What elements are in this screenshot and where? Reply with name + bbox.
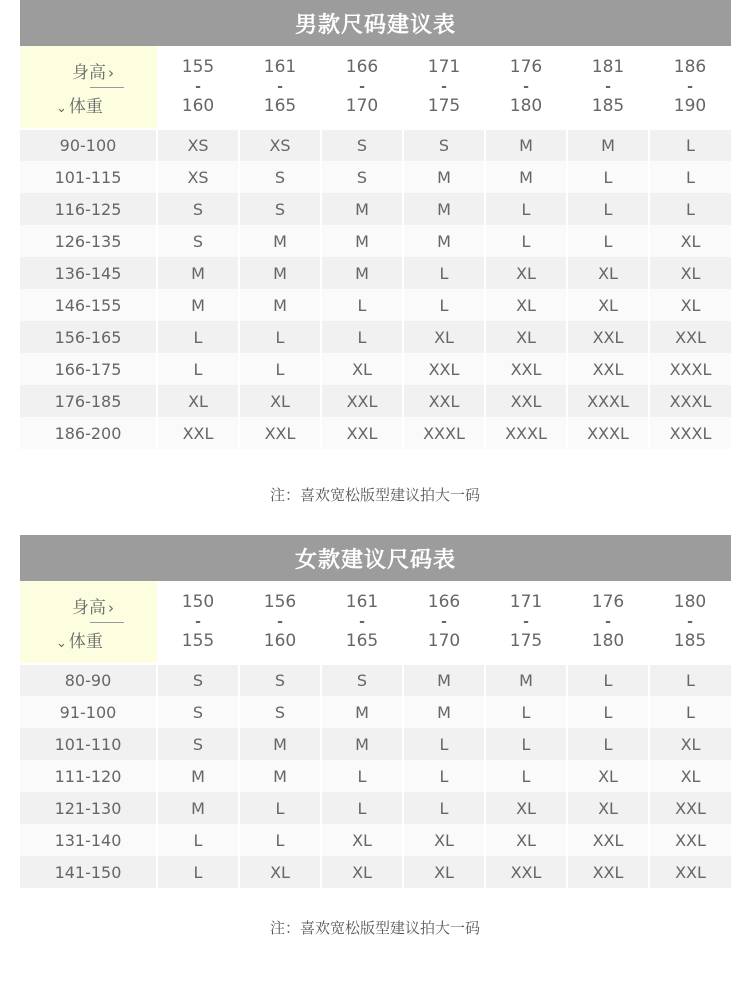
range-dash-icon: - <box>277 614 283 630</box>
size-cell: XXL <box>649 824 731 856</box>
size-cell: S <box>157 696 239 728</box>
height-range-start: 150 <box>181 592 215 612</box>
size-cell: M <box>239 728 321 760</box>
weight-range-cell: 156-165 <box>20 321 157 353</box>
weight-range-cell: 186-200 <box>20 417 157 449</box>
height-range-end: 180 <box>509 96 543 116</box>
height-range-start: 186 <box>673 57 707 77</box>
size-cell: S <box>321 129 403 161</box>
chevron-down-icon: ⌄ <box>56 101 67 116</box>
size-cell: L <box>239 792 321 824</box>
men-fit-note: 注：喜欢宽松版型建议拍大一码 <box>269 486 480 504</box>
corner-divider <box>90 622 124 623</box>
weight-range-cell: 101-110 <box>20 728 157 760</box>
size-cell: XXL <box>403 385 485 417</box>
size-cell: XL <box>403 321 485 353</box>
height-range-header <box>485 581 567 664</box>
size-cell: L <box>157 353 239 385</box>
size-cell: XL <box>649 289 731 321</box>
height-range-header <box>649 46 731 129</box>
weight-range-cell: 176-185 <box>20 385 157 417</box>
size-cell: M <box>485 161 567 193</box>
size-cell: L <box>321 760 403 792</box>
table-row <box>20 664 731 696</box>
size-cell: M <box>403 664 485 696</box>
table-row <box>20 129 731 161</box>
women-size-chart <box>20 535 731 888</box>
range-dash-icon: - <box>687 614 693 630</box>
size-cell: XXL <box>485 353 567 385</box>
women-size-table <box>20 581 731 888</box>
height-range-end: 190 <box>673 96 707 116</box>
height-range-end: 170 <box>427 631 461 651</box>
size-cell: XS <box>157 161 239 193</box>
table-row <box>20 321 731 353</box>
size-cell: XS <box>239 129 321 161</box>
size-cell: XL <box>485 792 567 824</box>
size-cell: XL <box>485 289 567 321</box>
height-range-end: 160 <box>263 631 297 651</box>
size-cell: M <box>239 225 321 257</box>
size-cell: L <box>403 257 485 289</box>
weight-range-cell: 116-125 <box>20 193 157 225</box>
corner-height-label: 身高 <box>72 598 106 618</box>
weight-range-cell: 131-140 <box>20 824 157 856</box>
size-cell: L <box>567 193 649 225</box>
range-dash-icon: - <box>359 614 365 630</box>
height-range-start: 161 <box>345 592 379 612</box>
size-cell: L <box>403 728 485 760</box>
table-row <box>20 385 731 417</box>
size-cell: M <box>485 129 567 161</box>
corner-divider <box>90 87 124 88</box>
size-cell: M <box>157 792 239 824</box>
range-dash-icon: - <box>523 614 529 630</box>
weight-range-cell: 141-150 <box>20 856 157 888</box>
table-row <box>20 161 731 193</box>
height-range-start: 171 <box>509 592 543 612</box>
size-cell: S <box>239 664 321 696</box>
size-cell: XXL <box>567 824 649 856</box>
size-cell: XL <box>239 385 321 417</box>
range-dash-icon: - <box>195 79 201 95</box>
table-row <box>20 792 731 824</box>
weight-range-cell: 121-130 <box>20 792 157 824</box>
height-range-end: 170 <box>345 96 379 116</box>
size-cell: M <box>403 193 485 225</box>
table-row <box>20 289 731 321</box>
size-cell: XL <box>485 257 567 289</box>
weight-range-cell: 111-120 <box>20 760 157 792</box>
size-cell: L <box>239 353 321 385</box>
height-range-header <box>567 46 649 129</box>
size-cell: XL <box>321 856 403 888</box>
size-cell: S <box>239 161 321 193</box>
table-row <box>20 225 731 257</box>
size-cell: L <box>649 129 731 161</box>
size-cell: XL <box>567 289 649 321</box>
size-cell: XL <box>485 321 567 353</box>
size-cell: XXL <box>485 385 567 417</box>
size-cell: XXXL <box>567 385 649 417</box>
height-range-start: 155 <box>181 57 215 77</box>
size-cell: XL <box>567 792 649 824</box>
size-cell: XXXL <box>649 385 731 417</box>
height-range-header <box>567 581 649 664</box>
height-range-header <box>239 46 321 129</box>
size-cell: L <box>321 289 403 321</box>
size-cell: S <box>239 193 321 225</box>
size-cell: M <box>157 289 239 321</box>
chevron-right-icon: › <box>108 64 114 82</box>
height-range-start: 166 <box>427 592 461 612</box>
height-range-end: 165 <box>345 631 379 651</box>
size-cell: L <box>239 824 321 856</box>
size-cell: M <box>239 760 321 792</box>
height-range-header <box>485 46 567 129</box>
size-cell: L <box>403 289 485 321</box>
size-cell: S <box>403 129 485 161</box>
size-cell: L <box>403 760 485 792</box>
size-cell: XXL <box>649 856 731 888</box>
size-cell: M <box>403 225 485 257</box>
table-row <box>20 417 731 449</box>
range-dash-icon: - <box>441 79 447 95</box>
height-range-header <box>239 581 321 664</box>
height-range-start: 171 <box>427 57 461 77</box>
size-cell: S <box>321 161 403 193</box>
height-range-end: 180 <box>591 631 625 651</box>
size-cell: S <box>157 225 239 257</box>
height-range-start: 161 <box>263 57 297 77</box>
size-cell: M <box>321 193 403 225</box>
table-row <box>20 728 731 760</box>
size-cell: S <box>157 664 239 696</box>
size-cell: XL <box>649 728 731 760</box>
women-height-header-row <box>20 581 731 664</box>
size-cell: XXL <box>321 417 403 449</box>
size-cell: M <box>321 225 403 257</box>
size-cell: M <box>485 664 567 696</box>
size-cell: XL <box>485 824 567 856</box>
men-size-table <box>20 46 731 449</box>
size-cell: M <box>321 696 403 728</box>
size-cell: S <box>157 193 239 225</box>
size-cell: XL <box>649 257 731 289</box>
size-cell: XXXL <box>403 417 485 449</box>
size-cell: L <box>649 193 731 225</box>
men-table-body <box>20 129 731 449</box>
size-cell: L <box>321 792 403 824</box>
men-height-header-row <box>20 46 731 129</box>
size-cell: M <box>403 161 485 193</box>
height-range-header <box>403 581 485 664</box>
weight-range-cell: 136-145 <box>20 257 157 289</box>
men-chart-title: 男款尺码建议表 <box>20 0 731 46</box>
women-fit-note: 注：喜欢宽松版型建议拍大一码 <box>269 919 480 937</box>
size-cell: M <box>567 129 649 161</box>
size-cell: XXXL <box>649 417 731 449</box>
height-range-end: 185 <box>673 631 707 651</box>
table-row <box>20 696 731 728</box>
size-cell: M <box>157 760 239 792</box>
table-row <box>20 760 731 792</box>
height-range-header <box>321 46 403 129</box>
size-cell: XL <box>321 824 403 856</box>
men-size-chart <box>20 0 731 449</box>
size-cell: L <box>485 760 567 792</box>
height-range-header <box>649 581 731 664</box>
weight-range-cell: 91-100 <box>20 696 157 728</box>
men-corner-cell <box>20 46 157 129</box>
size-cell: L <box>649 696 731 728</box>
size-cell: L <box>567 664 649 696</box>
size-cell: L <box>239 321 321 353</box>
size-cell: XXXL <box>567 417 649 449</box>
size-cell: L <box>649 161 731 193</box>
weight-range-cell: 80-90 <box>20 664 157 696</box>
range-dash-icon: - <box>687 79 693 95</box>
size-cell: L <box>157 824 239 856</box>
height-range-start: 176 <box>591 592 625 612</box>
women-chart-title: 女款建议尺码表 <box>20 535 731 581</box>
height-range-start: 181 <box>591 57 625 77</box>
size-cell: XXL <box>649 792 731 824</box>
size-cell: S <box>321 664 403 696</box>
size-cell: XL <box>567 257 649 289</box>
size-cell: L <box>485 696 567 728</box>
range-dash-icon: - <box>605 614 611 630</box>
height-range-header <box>157 46 239 129</box>
size-cell: XL <box>649 760 731 792</box>
size-cell: XXL <box>321 385 403 417</box>
height-range-end: 160 <box>181 96 215 116</box>
size-cell: XXL <box>485 856 567 888</box>
range-dash-icon: - <box>195 614 201 630</box>
height-range-start: 166 <box>345 57 379 77</box>
height-range-header <box>157 581 239 664</box>
height-range-start: 180 <box>673 592 707 612</box>
size-cell: XXL <box>567 856 649 888</box>
weight-range-cell: 126-135 <box>20 225 157 257</box>
size-cell: XXL <box>403 353 485 385</box>
size-cell: L <box>485 193 567 225</box>
height-range-header <box>321 581 403 664</box>
size-cell: XXL <box>567 321 649 353</box>
size-cell: M <box>239 289 321 321</box>
size-cell: XXXL <box>649 353 731 385</box>
size-cell: XL <box>239 856 321 888</box>
height-range-end: 175 <box>427 96 461 116</box>
size-cell: L <box>157 856 239 888</box>
height-range-end: 175 <box>509 631 543 651</box>
range-dash-icon: - <box>605 79 611 95</box>
height-range-start: 176 <box>509 57 543 77</box>
chevron-down-icon: ⌄ <box>56 636 67 651</box>
range-dash-icon: - <box>441 614 447 630</box>
corner-weight-label: 体重 <box>68 97 103 117</box>
weight-range-cell: 146-155 <box>20 289 157 321</box>
corner-weight-label: 体重 <box>68 632 103 652</box>
women-table-body <box>20 664 731 888</box>
weight-range-cell: 101-115 <box>20 161 157 193</box>
height-range-end: 185 <box>591 96 625 116</box>
size-cell: XXL <box>567 353 649 385</box>
table-row <box>20 824 731 856</box>
women-corner-cell <box>20 581 157 664</box>
size-cell: S <box>239 696 321 728</box>
size-cell: XXL <box>649 321 731 353</box>
range-dash-icon: - <box>523 79 529 95</box>
size-cell: L <box>649 664 731 696</box>
size-cell: M <box>321 728 403 760</box>
size-cell: L <box>567 696 649 728</box>
size-cell: L <box>321 321 403 353</box>
size-cell: M <box>239 257 321 289</box>
size-cell: XL <box>403 856 485 888</box>
size-cell: XL <box>649 225 731 257</box>
size-cell: XXXL <box>485 417 567 449</box>
size-cell: L <box>157 321 239 353</box>
size-cell: L <box>485 728 567 760</box>
size-cell: XL <box>567 760 649 792</box>
table-row <box>20 257 731 289</box>
size-cell: L <box>485 225 567 257</box>
table-row <box>20 353 731 385</box>
size-cell: XL <box>157 385 239 417</box>
size-cell: L <box>403 792 485 824</box>
table-row <box>20 193 731 225</box>
size-cell: M <box>403 696 485 728</box>
size-cell: S <box>157 728 239 760</box>
size-cell: XL <box>403 824 485 856</box>
size-cell: XXL <box>157 417 239 449</box>
size-cell: L <box>567 728 649 760</box>
chevron-right-icon: › <box>108 599 114 617</box>
range-dash-icon: - <box>359 79 365 95</box>
height-range-end: 165 <box>263 96 297 116</box>
corner-height-label: 身高 <box>72 63 106 83</box>
size-cell: M <box>321 257 403 289</box>
weight-range-cell: 90-100 <box>20 129 157 161</box>
size-cell: XXL <box>239 417 321 449</box>
size-cell: XS <box>157 129 239 161</box>
size-cell: M <box>157 257 239 289</box>
range-dash-icon: - <box>277 79 283 95</box>
weight-range-cell: 166-175 <box>20 353 157 385</box>
height-range-header <box>403 46 485 129</box>
size-cell: L <box>567 161 649 193</box>
height-range-start: 156 <box>263 592 297 612</box>
table-row <box>20 856 731 888</box>
size-cell: L <box>567 225 649 257</box>
height-range-end: 155 <box>181 631 215 651</box>
size-cell: XL <box>321 353 403 385</box>
